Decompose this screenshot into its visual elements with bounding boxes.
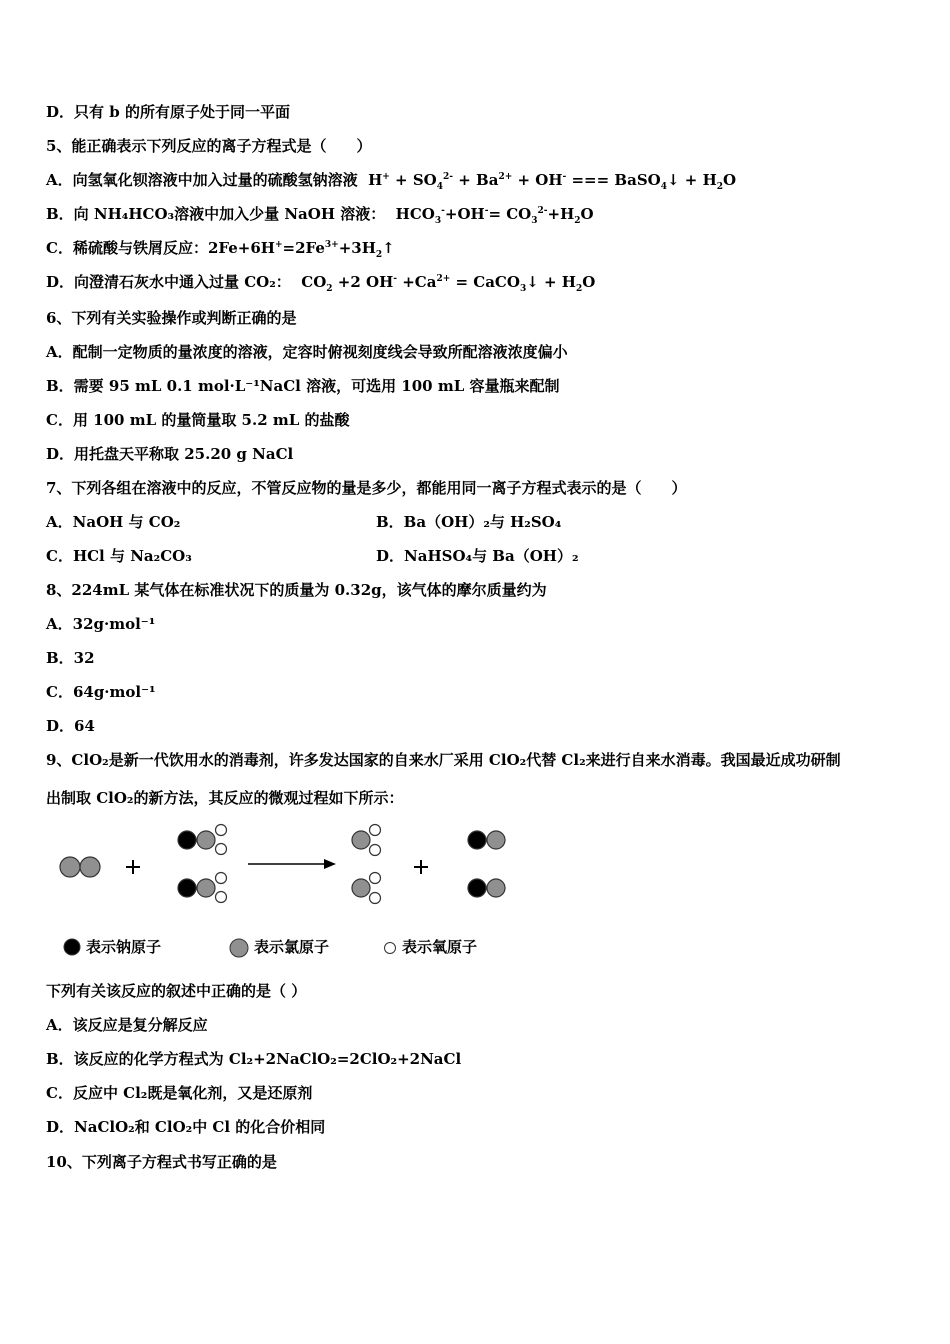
q9-option-a: A．该反应是复分解反应 xyxy=(46,1016,208,1034)
q9-option-d: D．NaClO₂和 ClO₂中 Cl 的化合价相同 xyxy=(46,1118,326,1136)
clo2-molecule-1 xyxy=(352,825,381,856)
oxygen-atom-icon xyxy=(382,940,398,956)
q7-stem: 7、下列各组在溶液中的反应，不管反应物的量是多少，都能用同一离子方程式表示的是（ ） xyxy=(46,479,687,497)
q5-option-d xyxy=(46,272,595,292)
nacl-molecule-2 xyxy=(468,879,505,897)
q8-option-a: A．32g·mol⁻¹ xyxy=(46,615,156,633)
q5-option-b xyxy=(46,204,594,224)
q5-option-a-equation: $H^+ + SO_4^{2-} + Ba^{2+} + OH^-$ === BaSO$_4$↓ + $H_2O$ xyxy=(368,171,737,192)
q9-option-b: B．该反应的化学方程式为 Cl₂+2NaClO₂=2ClO₂+2NaCl xyxy=(46,1050,462,1068)
nacl-molecule-1 xyxy=(468,831,505,849)
q6-option-b: B．需要 95 mL 0.1 mol·L⁻¹NaCl 溶液，可选用 100 mL 容量瓶来配制 xyxy=(46,377,560,395)
sodium-atom-icon xyxy=(62,937,82,957)
chlorine-atom-icon xyxy=(228,937,250,959)
q6-option-a: A．配制一定物质的量浓度的溶液，定容时俯视刻度线会导致所配溶液浓度偏小 xyxy=(46,343,568,361)
q5-option-b-equation: $HCO_3^-+OH^-= CO_3^{2-}+H_2O$ xyxy=(395,205,594,226)
q6-option-d: D．用托盘天平称取 25.20 g NaCl xyxy=(46,445,294,463)
q7-option-a: A．NaOH 与 CO₂ xyxy=(46,513,181,531)
q8-stem: 8、224mL 某气体在标准状况下的质量为 0.32g，该气体的摩尔质量约为 xyxy=(46,581,547,599)
q5-option-a-text: A．向氢氧化钡溶液中加入过量的硫酸氢钠溶液 xyxy=(46,171,358,189)
plus-sign-1 xyxy=(126,860,140,874)
legend-sodium: 表示钠原子 xyxy=(86,938,162,956)
q9-stem-line2: 出制取 ClO₂的新方法，其反应的微观过程如下所示： xyxy=(46,789,404,807)
q5-option-d-text: D．向澄清石灰水中通入过量 CO₂： xyxy=(46,273,291,291)
q5-option-c xyxy=(46,238,395,258)
q5-stem: 5、能正确表示下列反应的离子方程式是（ ） xyxy=(46,137,372,155)
q5-option-c-equation: $2Fe+6H^+=2Fe^{3+}+3H_2↑$ xyxy=(207,239,395,260)
q10-stem: 10、下列离子方程式书写正确的是 xyxy=(46,1153,277,1171)
q7-option-c: C．HCl 与 Na₂CO₃ xyxy=(46,547,192,565)
q5-option-b-text: B．向 NH₄HCO₃溶液中加入少量 NaOH 溶液： xyxy=(46,205,386,223)
naclo2-molecule-2 xyxy=(178,873,227,903)
legend-oxygen: 表示氧原子 xyxy=(402,938,478,956)
q9-question: 下列有关该反应的叙述中正确的是（ ） xyxy=(46,982,307,1000)
q8-option-d: D．64 xyxy=(46,717,95,735)
naclo2-molecule-1 xyxy=(178,825,227,855)
reaction-diagram xyxy=(56,820,516,930)
q5-option-a xyxy=(46,170,736,190)
clo2-molecule-2 xyxy=(352,873,381,904)
plus-sign-2 xyxy=(414,860,428,874)
q7-option-b: B．Ba（OH）₂与 H₂SO₄ xyxy=(376,513,562,531)
q4-option-d: D．只有 b 的所有原子处于同一平面 xyxy=(46,103,290,121)
q6-option-c: C．用 100 mL 的量筒量取 5.2 mL 的盐酸 xyxy=(46,411,350,429)
q9-stem-line1: 9、ClO₂是新一代饮用水的消毒剂，许多发达国家的自来水厂采用 ClO₂代替 Cl₂来进行自来水消毒。我国最近成功研制 xyxy=(46,751,841,769)
q8-option-c: C．64g·mol⁻¹ xyxy=(46,683,156,701)
q5-option-c-text: C．稀硫酸与铁屑反应： xyxy=(46,239,208,257)
q8-option-b: B．32 xyxy=(46,649,95,667)
q9-option-c: C．反应中 Cl₂既是氧化剂，又是还原剂 xyxy=(46,1084,313,1102)
q6-stem: 6、下列有关实验操作或判断正确的是 xyxy=(46,309,297,327)
q7-option-d: D．NaHSO₄与 Ba（OH）₂ xyxy=(376,547,579,565)
q5-option-d-equation: $CO_2 +2$ $OH^- +Ca^{2+}$ = CaCO$_3$↓ + $H_2O$ xyxy=(301,273,596,294)
reaction-arrow-icon xyxy=(248,859,336,869)
cl2-molecule xyxy=(60,857,100,877)
legend-chlorine: 表示氯原子 xyxy=(254,938,330,956)
